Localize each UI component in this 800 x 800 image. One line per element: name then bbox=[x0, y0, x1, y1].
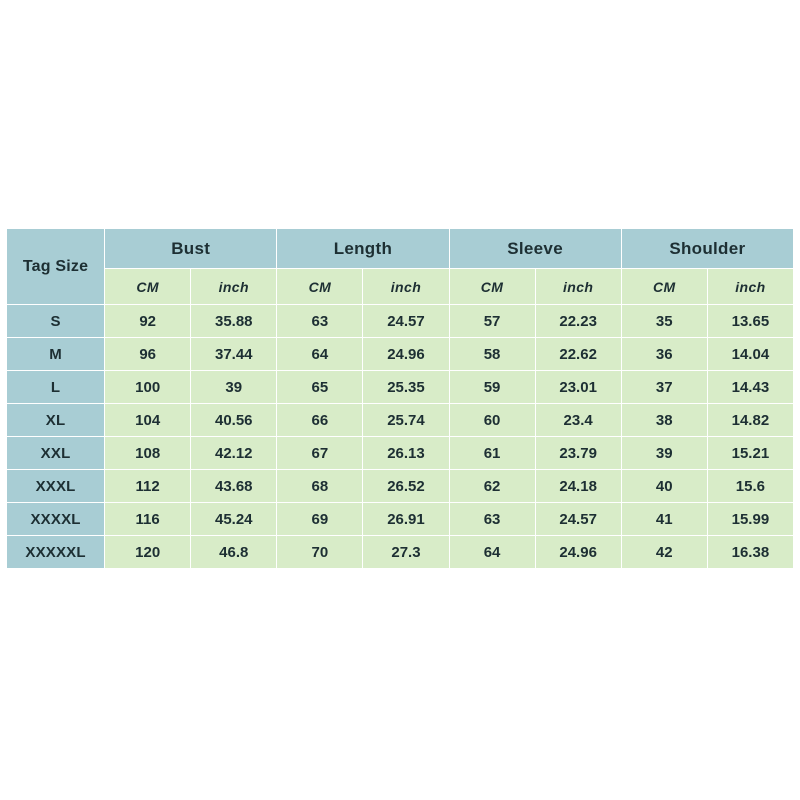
row-size-label: XXXXL bbox=[7, 503, 105, 536]
group-header-bust: Bust bbox=[105, 229, 277, 269]
size-chart-table bbox=[6, 228, 794, 569]
cell-shoulder-inch: 15.99 bbox=[707, 503, 793, 536]
cell-bust-inch: 40.56 bbox=[191, 404, 277, 437]
unit-header-bust-inch: inch bbox=[191, 269, 277, 305]
cell-sleeve-inch: 24.96 bbox=[535, 536, 621, 569]
table-row bbox=[7, 470, 794, 503]
cell-length-inch: 26.13 bbox=[363, 437, 449, 470]
cell-sleeve-inch: 23.79 bbox=[535, 437, 621, 470]
cell-length-cm: 66 bbox=[277, 404, 363, 437]
cell-shoulder-cm: 39 bbox=[621, 437, 707, 470]
cell-shoulder-inch: 16.38 bbox=[707, 536, 793, 569]
group-header-sleeve: Sleeve bbox=[449, 229, 621, 269]
unit-header-shoulder-inch: inch bbox=[707, 269, 793, 305]
cell-length-cm: 65 bbox=[277, 371, 363, 404]
cell-bust-inch: 43.68 bbox=[191, 470, 277, 503]
cell-shoulder-cm: 37 bbox=[621, 371, 707, 404]
cell-bust-inch: 39 bbox=[191, 371, 277, 404]
cell-shoulder-inch: 13.65 bbox=[707, 305, 793, 338]
unit-header-row bbox=[7, 269, 794, 305]
cell-sleeve-cm: 60 bbox=[449, 404, 535, 437]
cell-length-cm: 67 bbox=[277, 437, 363, 470]
cell-shoulder-inch: 14.82 bbox=[707, 404, 793, 437]
cell-length-inch: 24.57 bbox=[363, 305, 449, 338]
table-row bbox=[7, 536, 794, 569]
table-row bbox=[7, 503, 794, 536]
cell-sleeve-cm: 64 bbox=[449, 536, 535, 569]
cell-length-cm: 64 bbox=[277, 338, 363, 371]
cell-bust-cm: 100 bbox=[105, 371, 191, 404]
cell-shoulder-inch: 14.43 bbox=[707, 371, 793, 404]
cell-sleeve-cm: 59 bbox=[449, 371, 535, 404]
table-row bbox=[7, 437, 794, 470]
cell-bust-cm: 116 bbox=[105, 503, 191, 536]
unit-header-length-inch: inch bbox=[363, 269, 449, 305]
cell-shoulder-cm: 42 bbox=[621, 536, 707, 569]
cell-sleeve-inch: 23.4 bbox=[535, 404, 621, 437]
cell-bust-cm: 96 bbox=[105, 338, 191, 371]
table-body bbox=[7, 305, 794, 569]
row-size-label: XL bbox=[7, 404, 105, 437]
cell-shoulder-inch: 15.21 bbox=[707, 437, 793, 470]
unit-header-shoulder-cm: CM bbox=[621, 269, 707, 305]
table-row bbox=[7, 371, 794, 404]
cell-bust-cm: 104 bbox=[105, 404, 191, 437]
cell-shoulder-cm: 41 bbox=[621, 503, 707, 536]
row-size-label: XXXXXL bbox=[7, 536, 105, 569]
cell-bust-inch: 45.24 bbox=[191, 503, 277, 536]
cell-sleeve-inch: 23.01 bbox=[535, 371, 621, 404]
row-size-label: L bbox=[7, 371, 105, 404]
cell-sleeve-cm: 58 bbox=[449, 338, 535, 371]
unit-header-sleeve-cm: CM bbox=[449, 269, 535, 305]
cell-sleeve-inch: 22.62 bbox=[535, 338, 621, 371]
row-size-label: S bbox=[7, 305, 105, 338]
cell-length-cm: 63 bbox=[277, 305, 363, 338]
unit-header-sleeve-inch: inch bbox=[535, 269, 621, 305]
cell-sleeve-inch: 24.57 bbox=[535, 503, 621, 536]
row-size-label: XXL bbox=[7, 437, 105, 470]
cell-shoulder-inch: 14.04 bbox=[707, 338, 793, 371]
cell-length-inch: 26.91 bbox=[363, 503, 449, 536]
cell-shoulder-cm: 35 bbox=[621, 305, 707, 338]
cell-bust-inch: 46.8 bbox=[191, 536, 277, 569]
group-header-length: Length bbox=[277, 229, 449, 269]
cell-length-inch: 25.74 bbox=[363, 404, 449, 437]
cell-length-inch: 25.35 bbox=[363, 371, 449, 404]
table-row bbox=[7, 338, 794, 371]
cell-length-inch: 24.96 bbox=[363, 338, 449, 371]
cell-sleeve-cm: 57 bbox=[449, 305, 535, 338]
cell-length-inch: 26.52 bbox=[363, 470, 449, 503]
cell-length-cm: 70 bbox=[277, 536, 363, 569]
tag-size-header: Tag Size bbox=[7, 229, 105, 305]
table-row bbox=[7, 305, 794, 338]
cell-shoulder-cm: 40 bbox=[621, 470, 707, 503]
cell-length-cm: 69 bbox=[277, 503, 363, 536]
group-header-row bbox=[7, 229, 794, 269]
table-header bbox=[7, 229, 794, 305]
cell-bust-inch: 42.12 bbox=[191, 437, 277, 470]
cell-bust-cm: 108 bbox=[105, 437, 191, 470]
group-header-shoulder: Shoulder bbox=[621, 229, 793, 269]
cell-shoulder-cm: 36 bbox=[621, 338, 707, 371]
row-size-label: M bbox=[7, 338, 105, 371]
unit-header-length-cm: CM bbox=[277, 269, 363, 305]
cell-bust-inch: 35.88 bbox=[191, 305, 277, 338]
cell-sleeve-cm: 61 bbox=[449, 437, 535, 470]
cell-bust-cm: 92 bbox=[105, 305, 191, 338]
unit-header-bust-cm: CM bbox=[105, 269, 191, 305]
cell-bust-cm: 120 bbox=[105, 536, 191, 569]
cell-sleeve-cm: 62 bbox=[449, 470, 535, 503]
cell-length-inch: 27.3 bbox=[363, 536, 449, 569]
cell-bust-inch: 37.44 bbox=[191, 338, 277, 371]
cell-sleeve-inch: 22.23 bbox=[535, 305, 621, 338]
cell-shoulder-inch: 15.6 bbox=[707, 470, 793, 503]
row-size-label: XXXL bbox=[7, 470, 105, 503]
cell-bust-cm: 112 bbox=[105, 470, 191, 503]
cell-sleeve-cm: 63 bbox=[449, 503, 535, 536]
table-row bbox=[7, 404, 794, 437]
cell-length-cm: 68 bbox=[277, 470, 363, 503]
cell-sleeve-inch: 24.18 bbox=[535, 470, 621, 503]
cell-shoulder-cm: 38 bbox=[621, 404, 707, 437]
